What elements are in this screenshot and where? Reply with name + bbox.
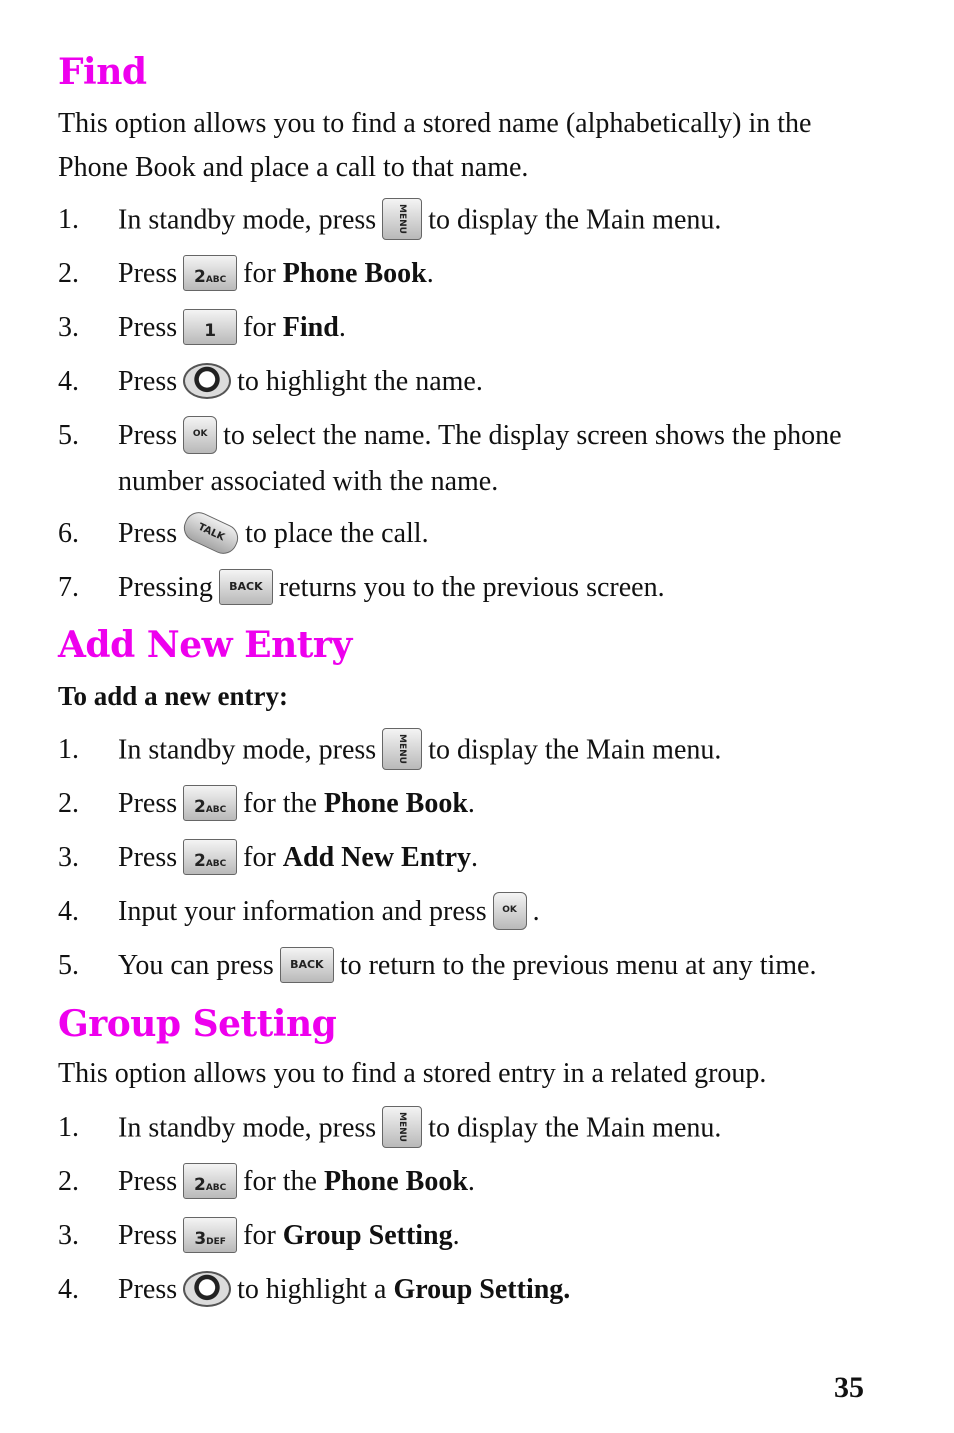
step-text: . xyxy=(426,258,434,289)
talk-key-icon: TALK xyxy=(179,507,242,558)
ok-key-icon: OK xyxy=(183,416,217,454)
step-number: 1. xyxy=(58,204,79,235)
step-text: . xyxy=(467,788,475,819)
step-text: for xyxy=(243,258,276,289)
step-text: Press xyxy=(118,312,178,343)
find-intro: This option allows you to find a stored name (alphabetically) in the Phone Book and place a call to that name. xyxy=(58,108,812,183)
back-key-icon: BACK xyxy=(280,947,334,983)
step-text: Press xyxy=(118,420,178,451)
step-number: 2. xyxy=(58,258,79,289)
key-2abc-icon: 2ABC xyxy=(183,785,237,821)
step-text: Input your information and press xyxy=(118,896,487,927)
step-text: In standby mode, press xyxy=(118,204,377,236)
step-text: for xyxy=(243,1220,276,1251)
key-3def-icon: 3DEF xyxy=(183,1217,237,1253)
step-text: to highlight a xyxy=(237,1274,387,1305)
key-2abc-icon: 2ABC xyxy=(183,1163,237,1199)
step-number: 6. xyxy=(58,518,79,549)
section-heading-find: Find xyxy=(58,51,147,93)
step-text: Press xyxy=(118,788,178,819)
step-bold-term: Add New Entry xyxy=(282,842,472,873)
step-text: Pressing xyxy=(118,572,213,603)
step-text: . xyxy=(338,312,346,343)
step-text: . xyxy=(471,842,479,873)
menu-key-icon: MENU xyxy=(382,1106,422,1148)
group-intro: This option allows you to find a stored entry in a related group. xyxy=(58,1058,767,1089)
step-number: 2. xyxy=(58,788,79,819)
step-bold-term: Group Setting xyxy=(282,1220,453,1251)
step-number: 5. xyxy=(58,950,79,981)
step-text: In standby mode, press xyxy=(118,734,377,766)
step-text: Press xyxy=(118,1166,178,1197)
key-2abc-icon: 2ABC xyxy=(183,255,237,291)
step-text: You can press xyxy=(118,950,274,981)
step-number: 4. xyxy=(58,366,79,397)
step-text: Press xyxy=(118,1274,178,1305)
step-text: Press xyxy=(118,258,178,289)
step-bold-term: Phone Book xyxy=(323,788,468,819)
step-text: to display the Main menu. xyxy=(428,734,722,766)
step-text: to return to the previous menu at any time. xyxy=(339,950,817,981)
step-number: 2. xyxy=(58,1166,79,1197)
step-text: for the xyxy=(243,1166,317,1197)
menu-key-icon: MENU xyxy=(382,198,422,240)
step-text: to display the Main menu. xyxy=(428,1112,722,1144)
back-key-icon: BACK xyxy=(219,569,273,605)
step-text: returns you to the previous screen. xyxy=(278,572,665,603)
add-entry-subheading: To add a new entry: xyxy=(58,681,289,711)
step-text: Press xyxy=(118,1220,178,1251)
step-number: 7. xyxy=(58,572,79,603)
step-text: In standby mode, press xyxy=(118,1112,377,1144)
step-text: to display the Main menu. xyxy=(428,204,722,236)
step-text: for xyxy=(243,842,276,873)
step-bold-term: Phone Book xyxy=(282,258,427,289)
step-text: Press xyxy=(118,842,178,873)
step-text: to place the call. xyxy=(245,518,429,549)
step-bold-term: Find xyxy=(282,312,339,343)
section-heading-group-setting: Group Setting xyxy=(58,1003,337,1045)
step-number: 4. xyxy=(58,896,79,927)
section-heading-add-new-entry: Add New Entry xyxy=(58,624,352,666)
ok-key-icon: OK xyxy=(493,892,527,930)
step-text: for the xyxy=(243,788,317,819)
step-number: 3. xyxy=(58,312,79,343)
step-number: 3. xyxy=(58,842,79,873)
step-number: 4. xyxy=(58,1274,79,1305)
step-number: 3. xyxy=(58,1220,79,1251)
step-text: for xyxy=(243,312,276,343)
step-number: 1. xyxy=(58,734,79,765)
step-text: . xyxy=(467,1166,475,1197)
step-bold-term: Phone Book xyxy=(323,1166,468,1197)
step-number: 5. xyxy=(58,420,79,451)
page-number: 35 xyxy=(834,1371,864,1404)
navigation-key-icon xyxy=(183,363,231,399)
menu-key-icon: MENU xyxy=(382,728,422,770)
step-text: . xyxy=(532,896,540,927)
step-bold-term: Group Setting. xyxy=(393,1274,571,1305)
step-text: to select the name. The display screen shows the phone number associated with the name. xyxy=(118,420,842,497)
step-text: . xyxy=(452,1220,460,1251)
key-1-icon: 1 xyxy=(183,309,237,345)
navigation-key-icon xyxy=(183,1271,231,1307)
step-number: 1. xyxy=(58,1112,79,1143)
step-text: Press xyxy=(118,366,178,397)
step-text: Press xyxy=(118,518,178,549)
key-2abc-icon: 2ABC xyxy=(183,839,237,875)
step-text: to highlight the name. xyxy=(237,366,483,397)
